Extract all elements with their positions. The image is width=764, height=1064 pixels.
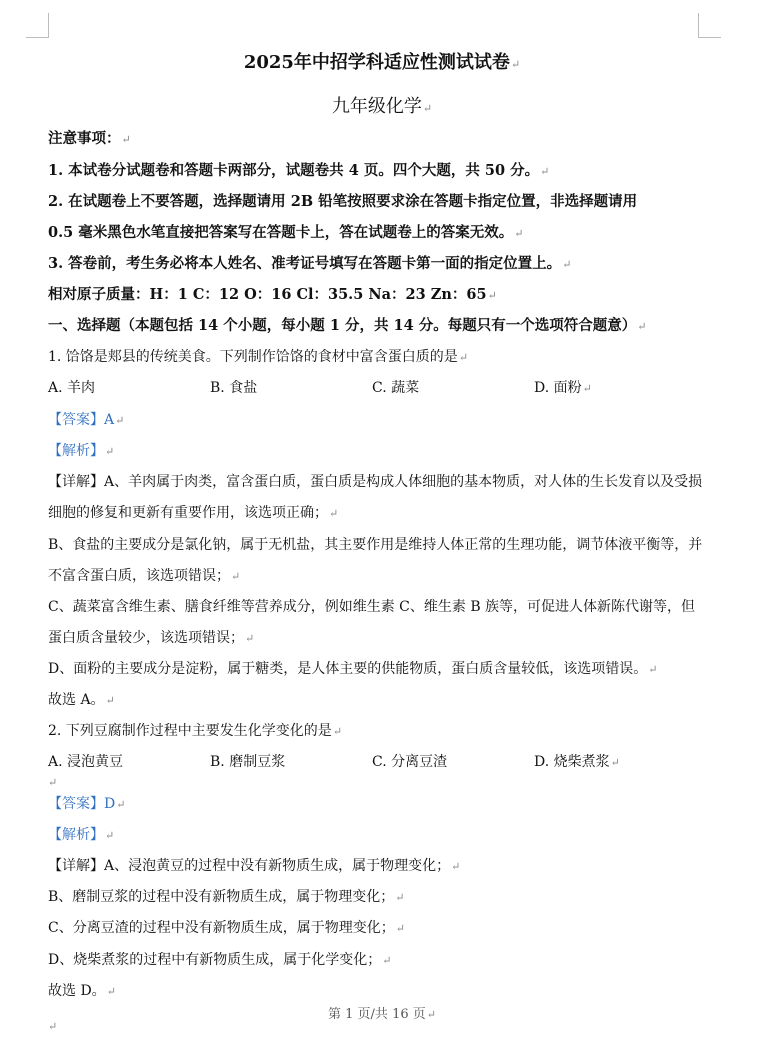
section-heading: 一、选择题（本题包括 14 个小题，每小题 1 分，共 14 分。每题只有一个选项符合题意）↵ — [48, 317, 647, 334]
question-1-detail-line-6: 蛋白质含量较少，该选项错误；↵ — [48, 630, 255, 646]
question-1-detail-line-2: 细胞的修复和更新有重要作用，该选项正确；↵ — [48, 505, 339, 521]
notice-item-3: 3. 答卷前，考生务必将本人姓名、准考证号填写在答题卡第一面的指定位置上。↵ — [48, 255, 572, 272]
trailing-paragraph-mark: ↵ — [48, 1020, 58, 1033]
question-2-answer: 【答案】D↵ — [48, 796, 126, 812]
document-subtitle: 九年级化学↵ — [331, 96, 433, 117]
question-1-detail-line-4: 不富含蛋白质，该选项错误；↵ — [48, 568, 241, 584]
question-1-conclusion: 故选 A。↵ — [48, 692, 115, 708]
question-2-detail-line-3: C、分离豆渣的过程中没有新物质生成，属于物理变化；↵ — [48, 920, 405, 936]
question-2-detail-line-2: B、磨制豆浆的过程中没有新物质生成，属于物理变化；↵ — [48, 889, 405, 905]
question-2-stem: 2. 下列豆腐制作过程中主要发生化学变化的是↵ — [48, 723, 343, 739]
question-1-option-a: A. 羊肉 — [48, 380, 96, 396]
notice-item-2-line-1: 2. 在试题卷上不要答题，选择题请用 2B 铅笔按照要求涂在答题卡指定位置，非选择题请用 — [48, 193, 638, 210]
question-1-stem: 1. 饸饹是郏县的传统美食。下列制作饸饹的食材中富含蛋白质的是↵ — [48, 349, 469, 365]
question-1-detail-line-1: 【详解】A、羊肉属于肉类，富含蛋白质，蛋白质是构成人体细胞的基本物质，对人体的生长发育以及受损 — [48, 474, 703, 490]
atomic-mass-line: 相对原子质量：H：1 C：12 O：16 Cl：35.5 Na：23 Zn：65↵ — [48, 286, 497, 303]
question-1-detail-line-3: B、食盐的主要成分是氯化钠，属于无机盐，其主要作用是维持人体正常的生理功能，调节体液平衡等，并 — [48, 537, 703, 553]
question-2-option-d: D. 烧柴煮浆↵ — [534, 754, 620, 770]
question-2-analysis-label: 【解析】↵ — [48, 827, 115, 843]
question-1-answer: 【答案】A↵ — [48, 412, 125, 428]
question-1-detail-line-7: D、面粉的主要成分是淀粉，属于糖类，是人体主要的供能物质，蛋白质含量较低，该选项错误。↵ — [48, 661, 658, 677]
empty-paragraph-mark: ↵ — [48, 776, 58, 789]
question-1-option-c: C. 蔬菜 — [372, 380, 420, 396]
document-title: 2025年中招学科适应性测试试卷↵ — [243, 52, 521, 73]
notice-item-1: 1. 本试卷分试题卷和答题卡两部分，试题卷共 4 页。四个大题，共 50 分。↵ — [48, 162, 550, 179]
notice-item-2-line-2: 0.5 毫米黑色水笔直接把答案写在答题卡上，答在试题卷上的答案无效。↵ — [48, 224, 524, 241]
question-2-conclusion: 故选 D。↵ — [48, 983, 116, 999]
question-2-detail-line-1: 【详解】A、浸泡黄豆的过程中没有新物质生成，属于物理变化；↵ — [48, 858, 461, 874]
page-footer: 第 1 页/共 16 页↵ — [328, 1007, 436, 1022]
question-1-option-d: D. 面粉↵ — [534, 380, 592, 396]
question-1-analysis-label: 【解析】↵ — [48, 443, 115, 459]
question-1-detail-line-5: C、蔬菜富含维生素、膳食纤维等营养成分，例如维生素 C、维生素 B 族等，可促进人体新陈代谢等，但 — [48, 599, 696, 615]
corner-mark-top-right — [698, 13, 721, 38]
corner-mark-top-left — [26, 13, 49, 38]
question-2-option-c: C. 分离豆渣 — [372, 754, 448, 770]
question-2-option-a: A. 浸泡黄豆 — [48, 754, 124, 770]
question-2-detail-line-4: D、烧柴煮浆的过程中有新物质生成，属于化学变化；↵ — [48, 952, 392, 968]
notice-heading: 注意事项：↵ — [48, 130, 131, 147]
question-2-option-b: B. 磨制豆浆 — [210, 754, 286, 770]
question-1-option-b: B. 食盐 — [210, 380, 258, 396]
